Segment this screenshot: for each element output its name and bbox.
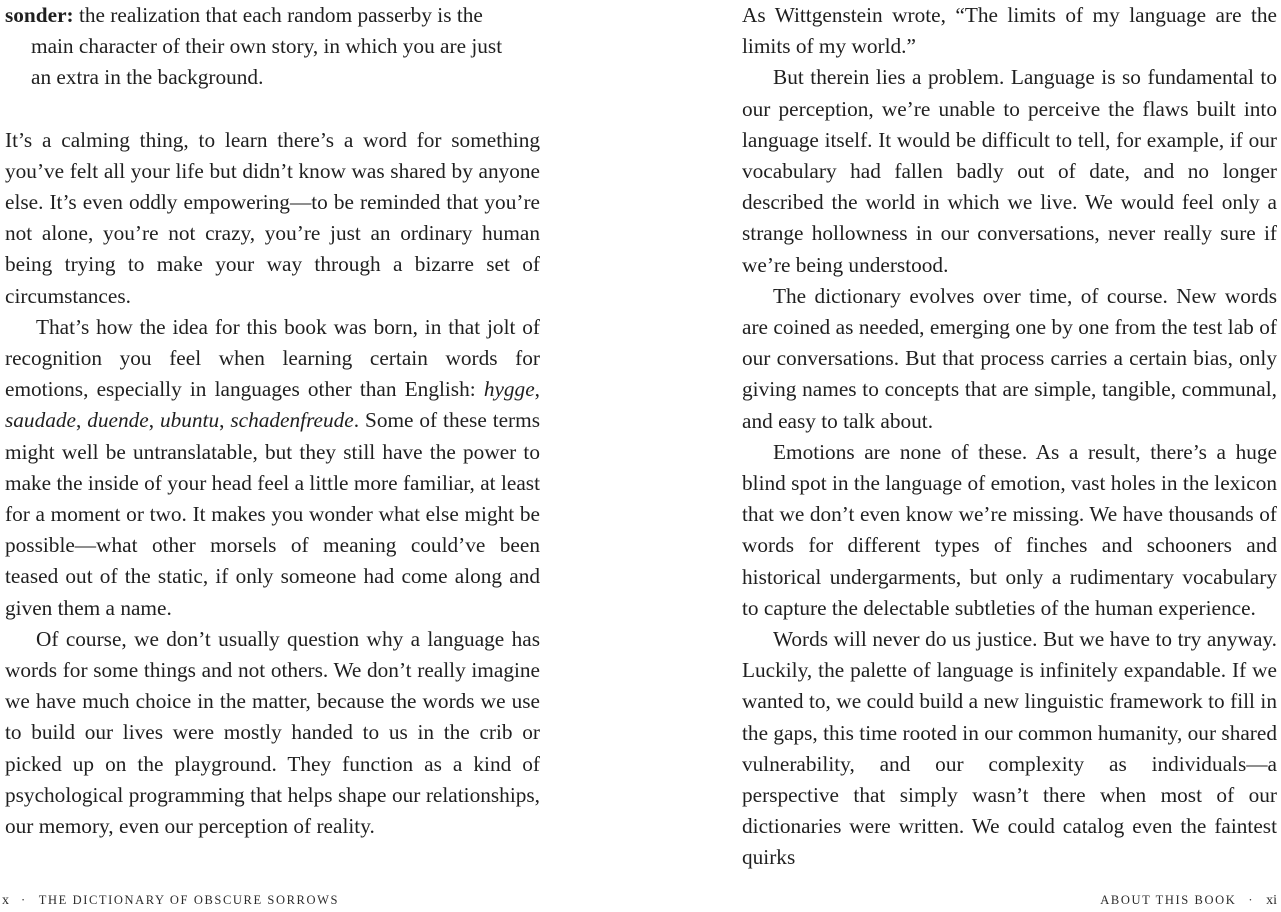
left-paragraph-1: It’s a calming thing, to learn there’s a word for something you’ve felt all your life but didn’t know was shared by anyone else. It’s even oddly empowering—to be reminded that you’re not alone, you’re not crazy, you’re just an ordinary human being trying to make your way through a bizarre set of circumstances. — [5, 127, 540, 308]
right-paragraph-2: The dictionary evolves over time, of course. New words are coined as needed, emerging one by one from the test lab of our conversations. But that process carries a certain bias, only giving names to concepts that are simple, tangible, communal, and easy to talk about. — [742, 283, 1277, 433]
definition-entry — [5, 0, 540, 94]
left-folio — [2, 893, 339, 909]
right-page — [742, 0, 1277, 874]
definition-text-line-3: an extra in the background. — [31, 65, 264, 90]
right-paragraph-0: As Wittgenstein wrote, “The limits of my language are the limits of my world.” — [742, 3, 1277, 59]
left-paragraph-2 — [5, 312, 540, 624]
right-running-head: ABOUT THIS BOOK — [1100, 893, 1237, 907]
folio-separator: · — [1248, 893, 1255, 907]
definition-text-line-1: the realization that each random passerby is the — [78, 3, 483, 27]
word-hygge: hygge — [483, 377, 535, 402]
comma: , — [148, 408, 160, 433]
right-paragraph-1: But therein lies a problem. Language is so fundamental to our perception, we’re unable to perceive the flaws built into language itself. It would be difficult to tell, for example, if our vocabulary had fallen badly out of date, and no longer described the world in which we live. We would feel only a strange hollowness in our conversations, never really sure if we’re being understood. — [742, 65, 1277, 277]
left-page — [5, 0, 540, 842]
folio-separator: · — [21, 893, 27, 907]
word-schadenfreude: schadenfreude — [230, 408, 354, 433]
left-paragraph-2-rest: . Some of these terms might well be untranslatable, but they still have the power to make the inside of your head feel a little more familiar, at least for a moment or two. It makes you wonder what else might be possible—what other morsels of meaning could’ve been teased out of the static, if only someone had come along and given them a name. — [5, 408, 541, 620]
word-ubuntu: ubuntu — [159, 408, 220, 433]
definition-text-line-2: main character of their own story, in which you are just — [31, 34, 503, 59]
left-paragraph-3: Of course, we don’t usually question why a language has words for some things and not others. We don’t really imagine we have much choice in the matter, because the words we use to build our lives were mostly handed to us in the crib or picked up on the playground. They function as a kind of psychological programming that helps shape our relationships, our memory, even our perception of reality. — [5, 626, 540, 839]
word-duende: duende — [87, 408, 149, 433]
right-paragraph-3: Emotions are none of these. As a result, there’s a huge blind spot in the language of emotion, vast holes in the lexicon that we don’t even know we’re missing. We have thousands of words for different types of finches and schooners and historical undergarments, but only a rudimentary vocabulary to capture the delectable subtleties of the human experience. — [742, 439, 1277, 620]
comma: , — [534, 377, 540, 402]
left-page-number: x — [2, 893, 9, 908]
right-paragraph-4: Words will never do us justice. But we have to try anyway. Luckily, the palette of language is infinitely expandable. If we wanted to, we could build a new linguistic framework to fill in the gaps, this time rooted in our common humanity, our shared vulnerability, and our complexity as individuals—a perspective that simply wasn’t there when most of our dictionaries were written. We could catalog even the faintest quirks — [742, 627, 1277, 870]
word-saudade: saudade — [5, 408, 76, 433]
comma: , — [219, 408, 231, 433]
right-page-number: xi — [1266, 893, 1277, 908]
right-folio — [1100, 893, 1277, 909]
left-paragraph-2-intro: That’s how the idea for this book was born, in that jolt of recognition you feel when learning certain words for emotions, especially in languages other than English: — [5, 314, 540, 402]
comma: , — [75, 408, 88, 433]
definition-term: sonder: — [5, 3, 74, 27]
left-running-head: THE DICTIONARY OF OBSCURE SORROWS — [38, 893, 340, 907]
